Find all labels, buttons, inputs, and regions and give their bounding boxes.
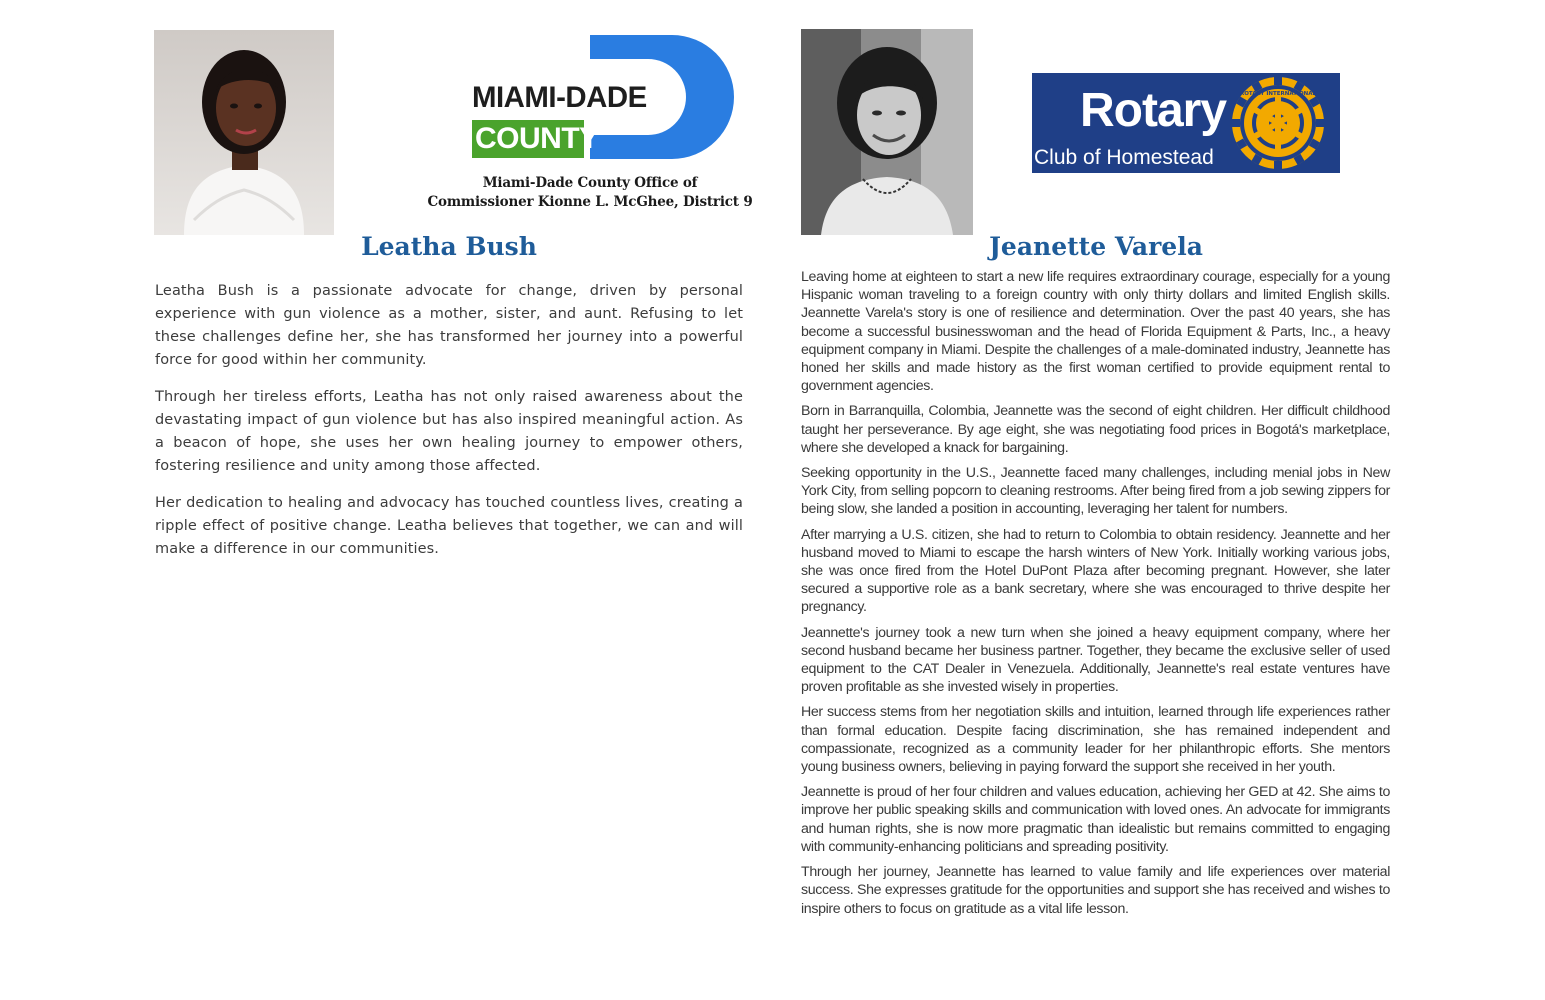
bio-right [801,268,1390,925]
honoree-name-right: Jeanette Varela [989,232,1203,261]
rotary-wheel-icon [1216,75,1340,171]
office-caption [420,174,760,212]
bio-left [155,280,743,575]
office-caption-line1: Miami-Dade County Office of [482,175,698,191]
bio-paragraph: Through her tireless efforts, Leatha has not only raised awareness about the devastating impact of gun violence but has also inspired meaningful action. As a beacon of hope, she uses her own healing journey to empower others, fostering resilience and unity among those affected. [155,389,743,474]
office-caption-line2: Commissioner Kionne L. McGhee, District 9 [427,194,753,210]
portrait-illustration [801,29,973,235]
rotary-subtitle: Club of Homestead [1034,146,1214,169]
logo-text-county: COUNTY [475,122,599,155]
bio-paragraph: Her dedication to healing and advocacy has touched countless lives, creating a ripple effect of positive change. Leatha believes that together, we can and will make a difference in our communities. [155,495,743,557]
bio-paragraph: Leatha Bush is a passionate advocate for change, driven by personal experience with gun violence as a mother, sister, and aunt. Refusing to let these challenges define her, she has transformed her journey into a powerful force for good within her community. [155,283,743,368]
bio-paragraph: Born in Barranquilla, Colombia, Jeannette was the second of eight children. Her difficult childhood taught her perseverance. By age eight, she was negotiating food prices in Bogotá's marketplace, where she developed a knack for bargaining. [801,403,1390,456]
bio-paragraph: Jeannette is proud of her four children and values education, achieving her GED at 42. She aims to improve her public speaking skills and communication with loved ones. An advocate for immigrants and human rights, she is now more pragmatic than idealistic but remains committed to engaging with community-enhancing politicians and spreading positivity. [801,784,1390,855]
bio-paragraph: After marrying a U.S. citizen, she had to return to Colombia to obtain residency. Jeannette and her husband moved to Miami to escape the harsh winters of New York. Initially working various jobs, she was once fired from the Hotel DuPont Plaza after becoming pregnant. However, she later secured a supportive role as a bank secretary, where she was encouraged to thrive despite her pregnancy. [801,526,1390,616]
miami-dade-county-logo [472,35,734,159]
rotary-wordmark: Rotary [1080,84,1227,137]
logo-text-miami-dade: MIAMI-DADE [472,81,647,114]
portrait-illustration [154,30,334,235]
leatha-bush-photo [154,30,334,235]
honoree-name-left: Leatha Bush [361,232,537,261]
jeanette-varela-photo [801,29,973,235]
bio-paragraph: Jeannette's journey took a new turn when she joined a heavy equipment company, where her second husband became her business partner. Together, they became the exclusive seller of used equipment to the CAT Dealer in Venezuela. Additionally, Jeannette's real estate ventures have proven profitable as she invested wisely in properties. [801,624,1390,696]
bio-paragraph: Leaving home at eighteen to start a new life requires extraordinary courage, especially for a young Hispanic woman traveling to a foreign country with only thirty dollars and limited English skills. Jeannette Varela's story is one of resilience and determination. Over the past 40 years, she has become a successful businesswoman and the head of Florida Equipment & Parts, Inc., a heavy equipment company in Miami. Despite the challenges of a male-dominated industry, Jeannette has honed her skills and made history as the first woman certified to provide equipment rental to government agencies. [801,269,1390,395]
rotary-wheel-text: ROTARY INTERNATIONAL [1240,91,1316,97]
bio-paragraph: Through her journey, Jeannette has learned to value family and life experiences over material success. She expresses gratitude for the opportunities and support she has received and wishes to inspire others to focus on gratitude as a vital life lesson. [801,864,1390,917]
rotary-club-logo [1032,73,1340,173]
bio-paragraph: Her success stems from her negotiation skills and intuition, learned through life experiences rather than formal education. Despite facing discrimination, she has remained independent and compassionate, recognized as a community leader for her philanthropic efforts. She mentors young business owners, believing in paying forward the support she received in her youth. [801,704,1390,776]
bio-paragraph: Seeking opportunity in the U.S., Jeannette faced many challenges, including menial jobs in New York City, from selling popcorn to cleaning restrooms. After being fired from a job sewing zippers for being slow, she landed a position in accounting, leveraging her talent for numbers. [801,465,1390,518]
